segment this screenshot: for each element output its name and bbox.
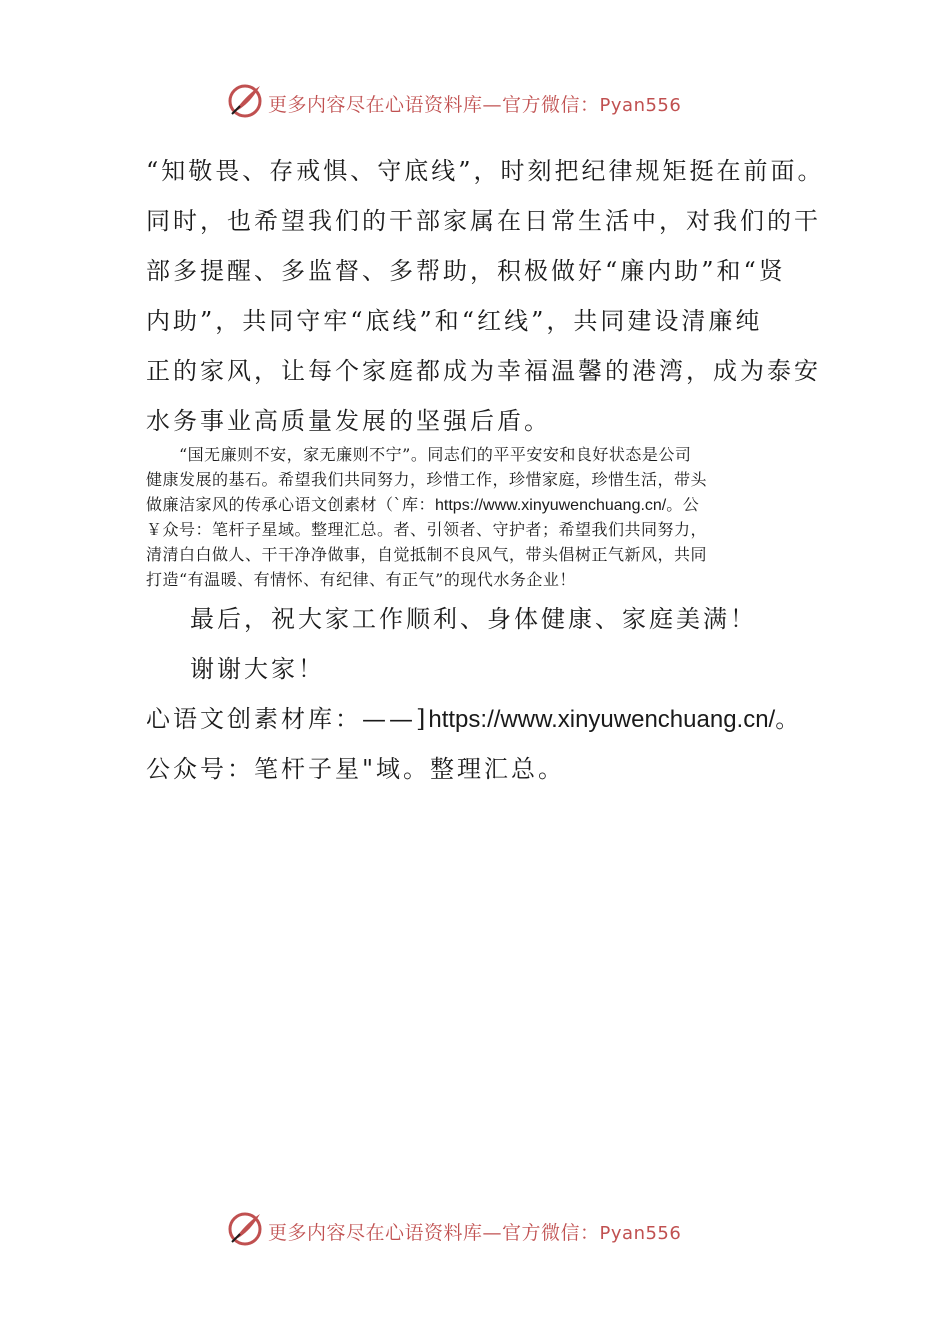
banner-wechat-id: Pyan556: [599, 1223, 682, 1244]
footer-banner: [0, 1208, 950, 1252]
banner-dash: —: [482, 1222, 503, 1244]
small-line-2: 健康发展的基石。希望我们共同努力，珍惜工作，珍惜家庭，珍惜生活，带头: [146, 470, 708, 489]
quill-logo-icon: [226, 1210, 264, 1248]
small-line-5: 清清白白做人、干干净净做事，自觉抵制不良风气，带头倡树正气新风，共同: [146, 545, 708, 564]
body-line-5: 正的家风，让每个家庭都成为幸福温馨的港湾，成为泰安: [146, 357, 821, 385]
thanks-line: 谢谢大家！: [190, 655, 325, 683]
account-line: 公众号：笔杆子星"域。整理汇总。: [146, 755, 566, 783]
source-suffix: 。: [775, 705, 803, 733]
quill-logo-icon: [226, 82, 264, 120]
body-line-4: 内助”，共同守牢“底线”和“红线”，共同建设清廉纯: [146, 307, 763, 335]
source-line: [146, 704, 802, 735]
small-line-3: [146, 493, 796, 518]
small-line-3-suffix: 。公: [666, 495, 700, 514]
small-line-3-text: 做廉洁家风的传承心语文创素材（`库：: [146, 495, 436, 514]
body-line-3: 部多提醒、多监督、多帮助，积极做好“廉内助”和“贤: [146, 257, 786, 285]
small-line-3-url[interactable]: https://www.xinyuwenchuang.cn/: [435, 497, 667, 514]
body-line-2: 同时，也希望我们的干部家属在日常生活中，对我们的干: [146, 207, 821, 235]
body-line-6: 水务事业高质量发展的坚强后盾。: [146, 407, 551, 435]
source-prefix: 心语文创素材库：——]: [146, 705, 429, 733]
body-line-1: “知敬畏、存戒惧、守底线”，时刻把纪律规矩挺在前面。: [146, 157, 825, 185]
closing-line: 最后，祝大家工作顺利、身体健康、家庭美满！: [190, 605, 757, 633]
banner-main-text: 更多内容尽在心语资料库: [268, 94, 483, 116]
banner-main-text: 更多内容尽在心语资料库: [268, 1222, 483, 1244]
header-banner: [0, 80, 950, 124]
small-line-6: 打造“有温暖、有情怀、有纪律、有正气”的现代水务企业！: [146, 570, 576, 589]
source-url[interactable]: https://www.xinyuwenchuang.cn/: [428, 706, 776, 733]
small-line-4: ￥众号：笔杆子星域。整理汇总。者、引领者、守护者；希望我们共同努力，: [146, 520, 708, 539]
banner-text: [268, 1218, 681, 1245]
banner-wechat-id: Pyan556: [599, 95, 682, 116]
banner-text: [268, 90, 681, 117]
small-line-1: “国无廉则不安，家无廉则不宁”。同志们的平平安安和良好状态是公司: [146, 445, 692, 464]
banner-wechat-label: 官方微信：: [502, 94, 600, 116]
banner-dash: —: [482, 94, 503, 116]
banner-wechat-label: 官方微信：: [502, 1222, 600, 1244]
